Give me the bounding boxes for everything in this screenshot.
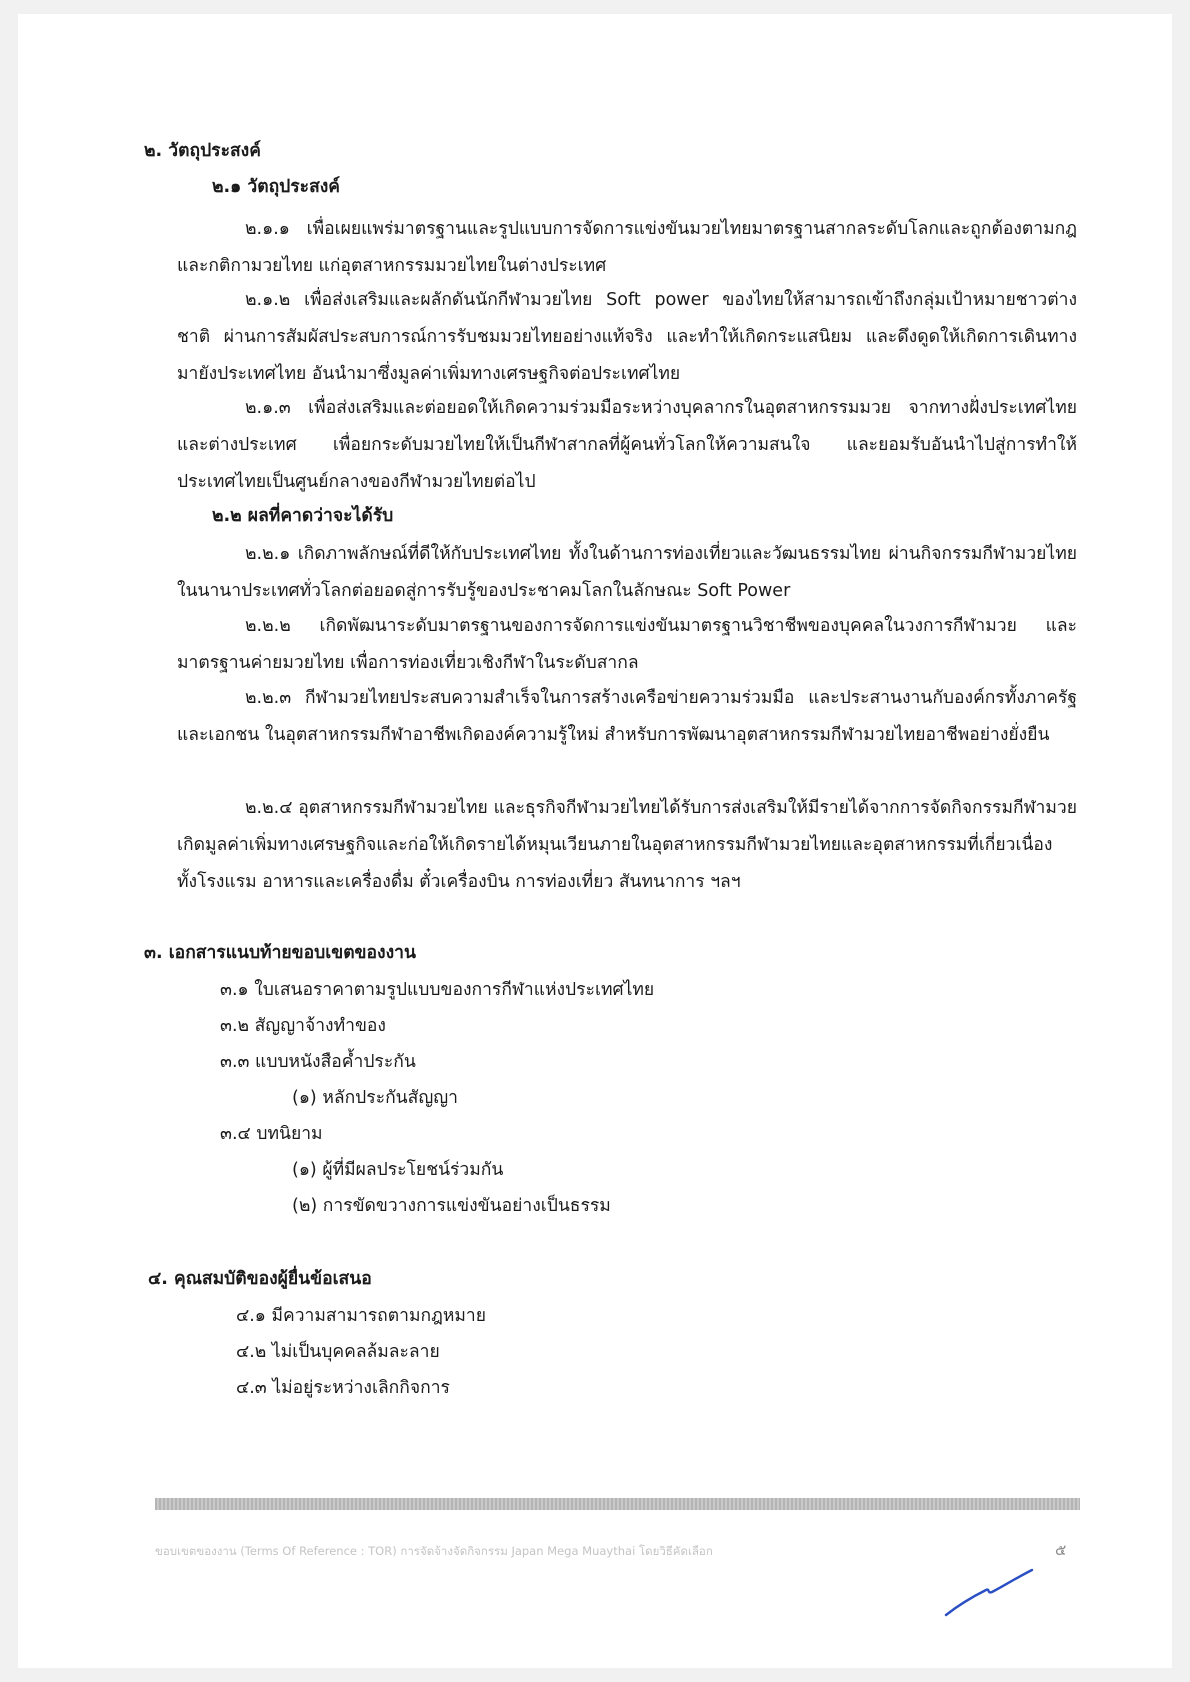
paragraph-2-2-3-text: ๒.๒.๓ กีฬามวยไทยประสบความสำเร็จในการสร้างเครือข่ายความร่วมมือ และประสานงานกับองค์กรทั้งภาครัฐและเอกชน ในอุตสาหกรรมกีฬาอาชีพเกิดองค์ความรู้ใหม่ สำหรับการพัฒนาอุตสาหกรรมกีฬามวยไทยอาชีพอย่างยั่งยืน [177,688,1077,745]
paragraph-2-1-2-text: ๒.๑.๒ เพื่อส่งเสริมและผลักดันนักกีฬามวยไทย Soft power ของไทยให้สามารถเข้าถึงกลุ่มเป้าหมายชาวต่างชาติ ผ่านการสัมผัสประสบการณ์การรับชมมวยไทยอย่างแท้จริง และทำให้เกิดกระแสนิยม และดึงดูดให้เกิดการเดินทางมายังประเทศไทย อันนำมาซึ่งมูลค่าเพิ่มทางเศรษฐกิจต่อประเทศไทย [177,290,1077,384]
item-3-3-1: (๑) หลักประกันสัญญา [292,1088,458,1108]
section-2-2-heading: ๒.๒ ผลที่คาดว่าจะได้รับ [212,506,394,526]
footer-rule [155,1498,1080,1510]
paragraph-2-1-1 [177,211,1077,285]
item-4-2: ๔.๒ ไม่เป็นบุคคลล้มละลาย [236,1342,440,1362]
paragraph-2-1-1-text: ๒.๑.๑ เพื่อเผยแพร่มาตรฐานและรูปแบบการจัดการแข่งขันมวยไทยมาตรฐานสากลระดับโลกและถูกต้องตามกฎและกติกามวยไทย แก่อุตสาหกรรมมวยไทยในต่างประเทศ [177,219,1077,276]
paragraph-2-2-3 [177,680,1077,754]
paragraph-2-1-3-text: ๒.๑.๓ เพื่อส่งเสริมและต่อยอดให้เกิดความร่วมมือระหว่างบุคลากรในอุตสาหกรรมมวย จากทางฝั่งประเทศไทย และต่างประเทศ เพื่อยกระดับมวยไทยให้เป็นกีฬาสากลที่ผู้คนทั่วโลกให้ความสนใจ และยอมรับอันนำไปสู่การทำให้ประเทศไทยเป็นศูนย์กลางของกีฬามวยไทยต่อไป [177,398,1077,492]
paragraph-2-1-3 [177,390,1077,501]
item-3-3: ๓.๓ แบบหนังสือค้ำประกัน [220,1052,416,1072]
item-3-1: ๓.๑ ใบเสนอราคาตามรูปแบบของการกีฬาแห่งประเทศไทย [220,980,655,1000]
page-number: ๕ [1055,1541,1067,1559]
paragraph-2-2-2-text: ๒.๒.๒ เกิดพัฒนาระดับมาตรฐานของการจัดการแข่งขันมาตรฐานวิชาชีพของบุคคลในวงการกีฬามวย และมาตรฐานค่ายมวยไทย เพื่อการท่องเที่ยวเชิงกีฬาในระดับสากล [177,616,1077,673]
footer-text: ขอบเขตของงาน (Terms Of Reference : TOR) การจัดจ้างจัดกิจกรรม Japan Mega Muaythai โดยวิธีคัดเลือก [155,1544,713,1558]
paragraph-2-2-4 [177,790,1077,901]
section-2-heading: ๒. วัตถุประสงค์ [144,141,261,161]
paragraph-2-2-4-text: ๒.๒.๔ อุตสาหกรรมกีฬามวยไทย และธุรกิจกีฬามวยไทยได้รับการส่งเสริมให้มีรายได้จากการจัดกิจกรรมกีฬามวย เกิดมูลค่าเพิ่มทางเศรษฐกิจและก่อให้เกิดรายได้หมุนเวียนภายในอุตสาหกรรมกีฬามวยไทยและอุตสาหกรรมที่เกี่ยวเนื่อง ทั้งโรงแรม อาหารและเครื่องดื่ม ตั๋วเครื่องบิน การท่องเที่ยว สันทนาการ ฯลฯ [177,798,1077,892]
item-4-3: ๔.๓ ไม่อยู่ระหว่างเลิกกิจการ [236,1378,450,1398]
item-3-4: ๓.๔ บทนิยาม [220,1124,323,1144]
item-3-4-2: (๒) การขัดขวางการแข่งขันอย่างเป็นธรรม [292,1196,611,1216]
section-4-heading: ๔. คุณสมบัติของผู้ยื่นข้อเสนอ [148,1269,372,1289]
paragraph-2-1-2 [177,282,1077,393]
item-4-1: ๔.๑ มีความสามารถตามกฎหมาย [236,1306,486,1326]
section-2-1-heading: ๒.๑ วัตถุประสงค์ [212,177,341,197]
paragraph-2-2-1-text: ๒.๒.๑ เกิดภาพลักษณ์ที่ดีให้กับประเทศไทย ทั้งในด้านการท่องเที่ยวและวัฒนธรรมไทย ผ่านกิจกรรมกีฬามวยไทยในนานาประเทศทั่วโลกต่อยอดสู่การรับรู้ของประชาคมโลกในลักษณะ Soft Power [177,544,1077,601]
item-3-2: ๓.๒ สัญญาจ้างทำของ [220,1016,386,1036]
paragraph-2-2-2 [177,608,1077,682]
section-3-heading: ๓. เอกสารแนบท้ายขอบเขตของงาน [144,943,416,963]
signature-mark [940,1560,1040,1620]
paragraph-2-2-1 [177,536,1077,610]
item-3-4-1: (๑) ผู้ที่มีผลประโยชน์ร่วมกัน [292,1160,504,1180]
